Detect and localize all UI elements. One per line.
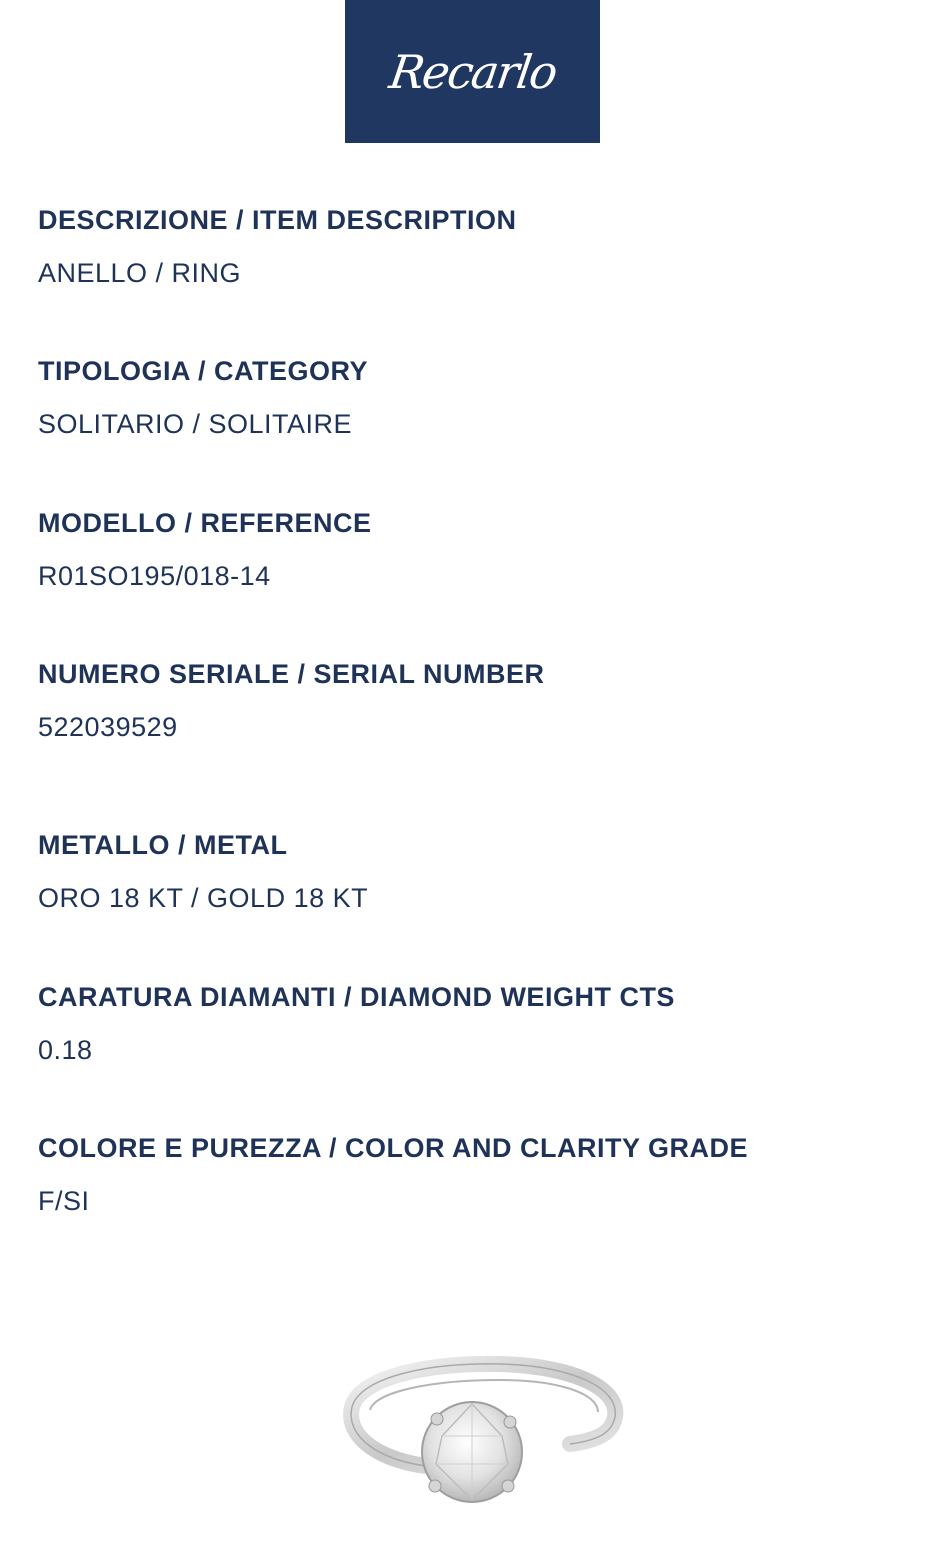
field-label: METALLO / METAL xyxy=(38,830,288,860)
field-value: ORO 18 KT / GOLD 18 KT xyxy=(38,883,369,913)
field-label: DESCRIZIONE / ITEM DESCRIPTION xyxy=(38,205,517,235)
field-value: 0.18 xyxy=(38,1035,93,1065)
brand-logo-box xyxy=(345,0,600,143)
field-label: TIPOLOGIA / CATEGORY xyxy=(38,356,369,386)
field-metal xyxy=(38,830,368,914)
field-value: ANELLO / RING xyxy=(38,258,242,288)
field-item-description xyxy=(38,205,517,289)
field-serial-number xyxy=(38,659,545,743)
field-label: NUMERO SERIALE / SERIAL NUMBER xyxy=(38,659,545,689)
brand-logo: Recarlo xyxy=(385,44,560,99)
field-label: MODELLO / REFERENCE xyxy=(38,508,372,538)
field-category xyxy=(38,356,368,440)
solitaire-ring-icon xyxy=(340,1352,625,1527)
field-label: CARATURA DIAMANTI / DIAMOND WEIGHT CTS xyxy=(38,982,675,1012)
field-reference xyxy=(38,508,372,592)
field-value: SOLITARIO / SOLITAIRE xyxy=(38,409,353,439)
field-value: F/SI xyxy=(38,1186,90,1216)
field-color-clarity xyxy=(38,1133,748,1217)
field-diamond-weight xyxy=(38,982,675,1066)
field-value: R01SO195/018-14 xyxy=(38,561,271,591)
field-value: 522039529 xyxy=(38,712,178,742)
field-label: COLORE E PUREZZA / COLOR AND CLARITY GRADE xyxy=(38,1133,749,1163)
